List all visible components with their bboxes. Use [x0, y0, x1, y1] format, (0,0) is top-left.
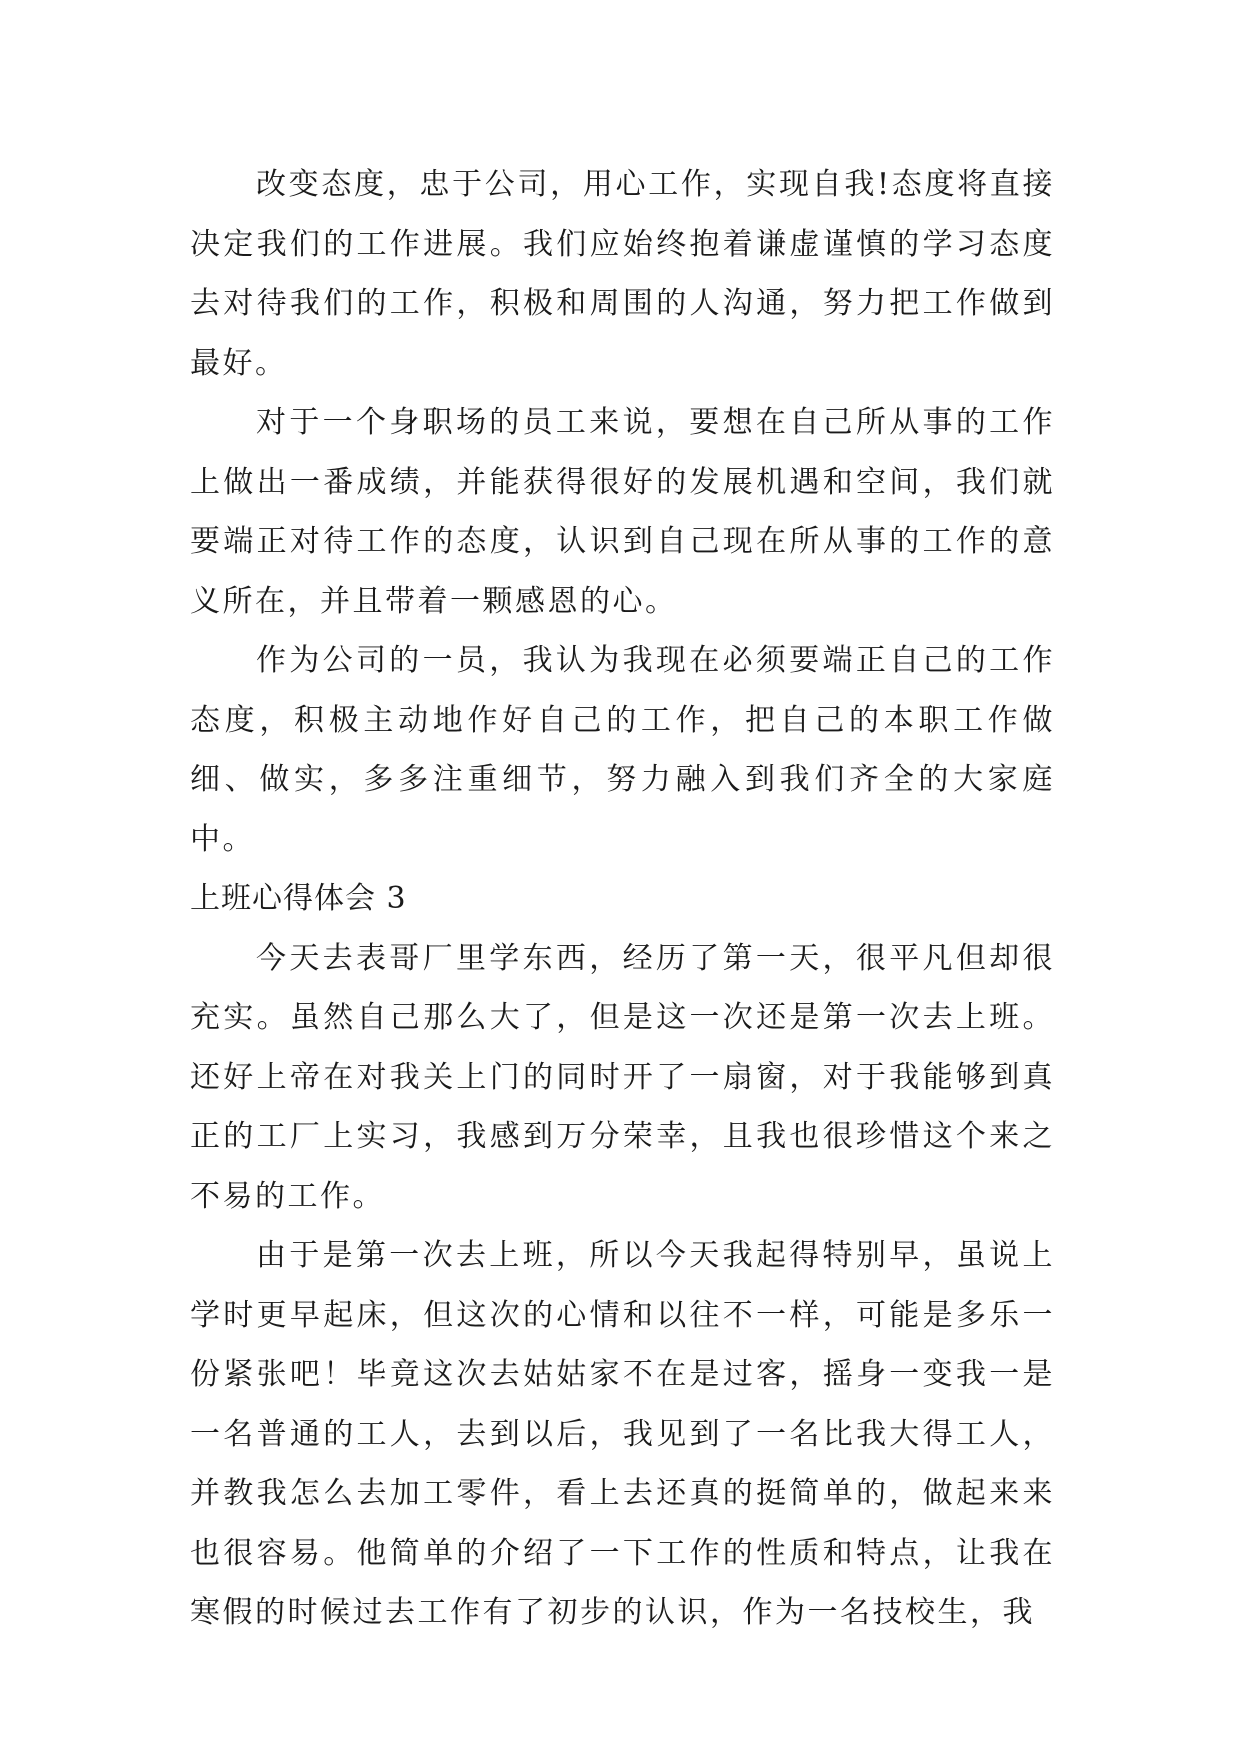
paragraph-workplace: 对于一个身职场的员工来说，要想在自己所从事的工作上做出一番成绩，并能获得很好的发展机遇和空间，我们就要端正对待工作的态度，认识到自己现在所从事的工作的意义所在，并且带着一颗感恩的心。 — [190, 405, 1055, 619]
paragraph-company-member: 作为公司的一员，我认为我现在必须要端正自己的工作态度，积极主动地作好自己的工作，把自己的本职工作做细、做实，多多注重细节，努力融入到我们齐全的大家庭中。 — [190, 643, 1055, 857]
paragraph-first-day: 今天去表哥厂里学东西，经历了第一天，很平凡但却很充实。虽然自己那么大了，但是这一次还是第一次去上班。还好上帝在对我关上门的同时开了一扇窗，对于我能够到真正的工厂上实习，我感到万分荣幸，且我也很珍惜这个来之不易的工作。 — [190, 940, 1055, 1214]
paragraph-first-work: 由于是第一次去上班，所以今天我起得特别早，虽说上学时更早起床，但这次的心情和以往不一样，可能是多乐一份紧张吧！毕竟这次去姑姑家不在是过客，摇身一变我一是一名普通的工人，去到以后，我见到了一名比我大得工人，并教我怎么去加工零件，看上去还真的挺简单的，做起来来也很容易。他简单的介绍了一下工作的性质和特点，让我在寒假的时候过去工作有了初步的认识，作为一名技校生，我 — [190, 1238, 1055, 1630]
paragraph-attitude: 改变态度，忠于公司，用心工作，实现自我!态度将直接决定我们的工作进展。我们应始终抱着谦虚谨慎的学习态度去对待我们的工作，积极和周围的人沟通，努力把工作做到最好。 — [190, 167, 1055, 381]
section-heading: 上班心得体会 3 — [190, 881, 407, 916]
document-body — [190, 155, 1055, 1643]
